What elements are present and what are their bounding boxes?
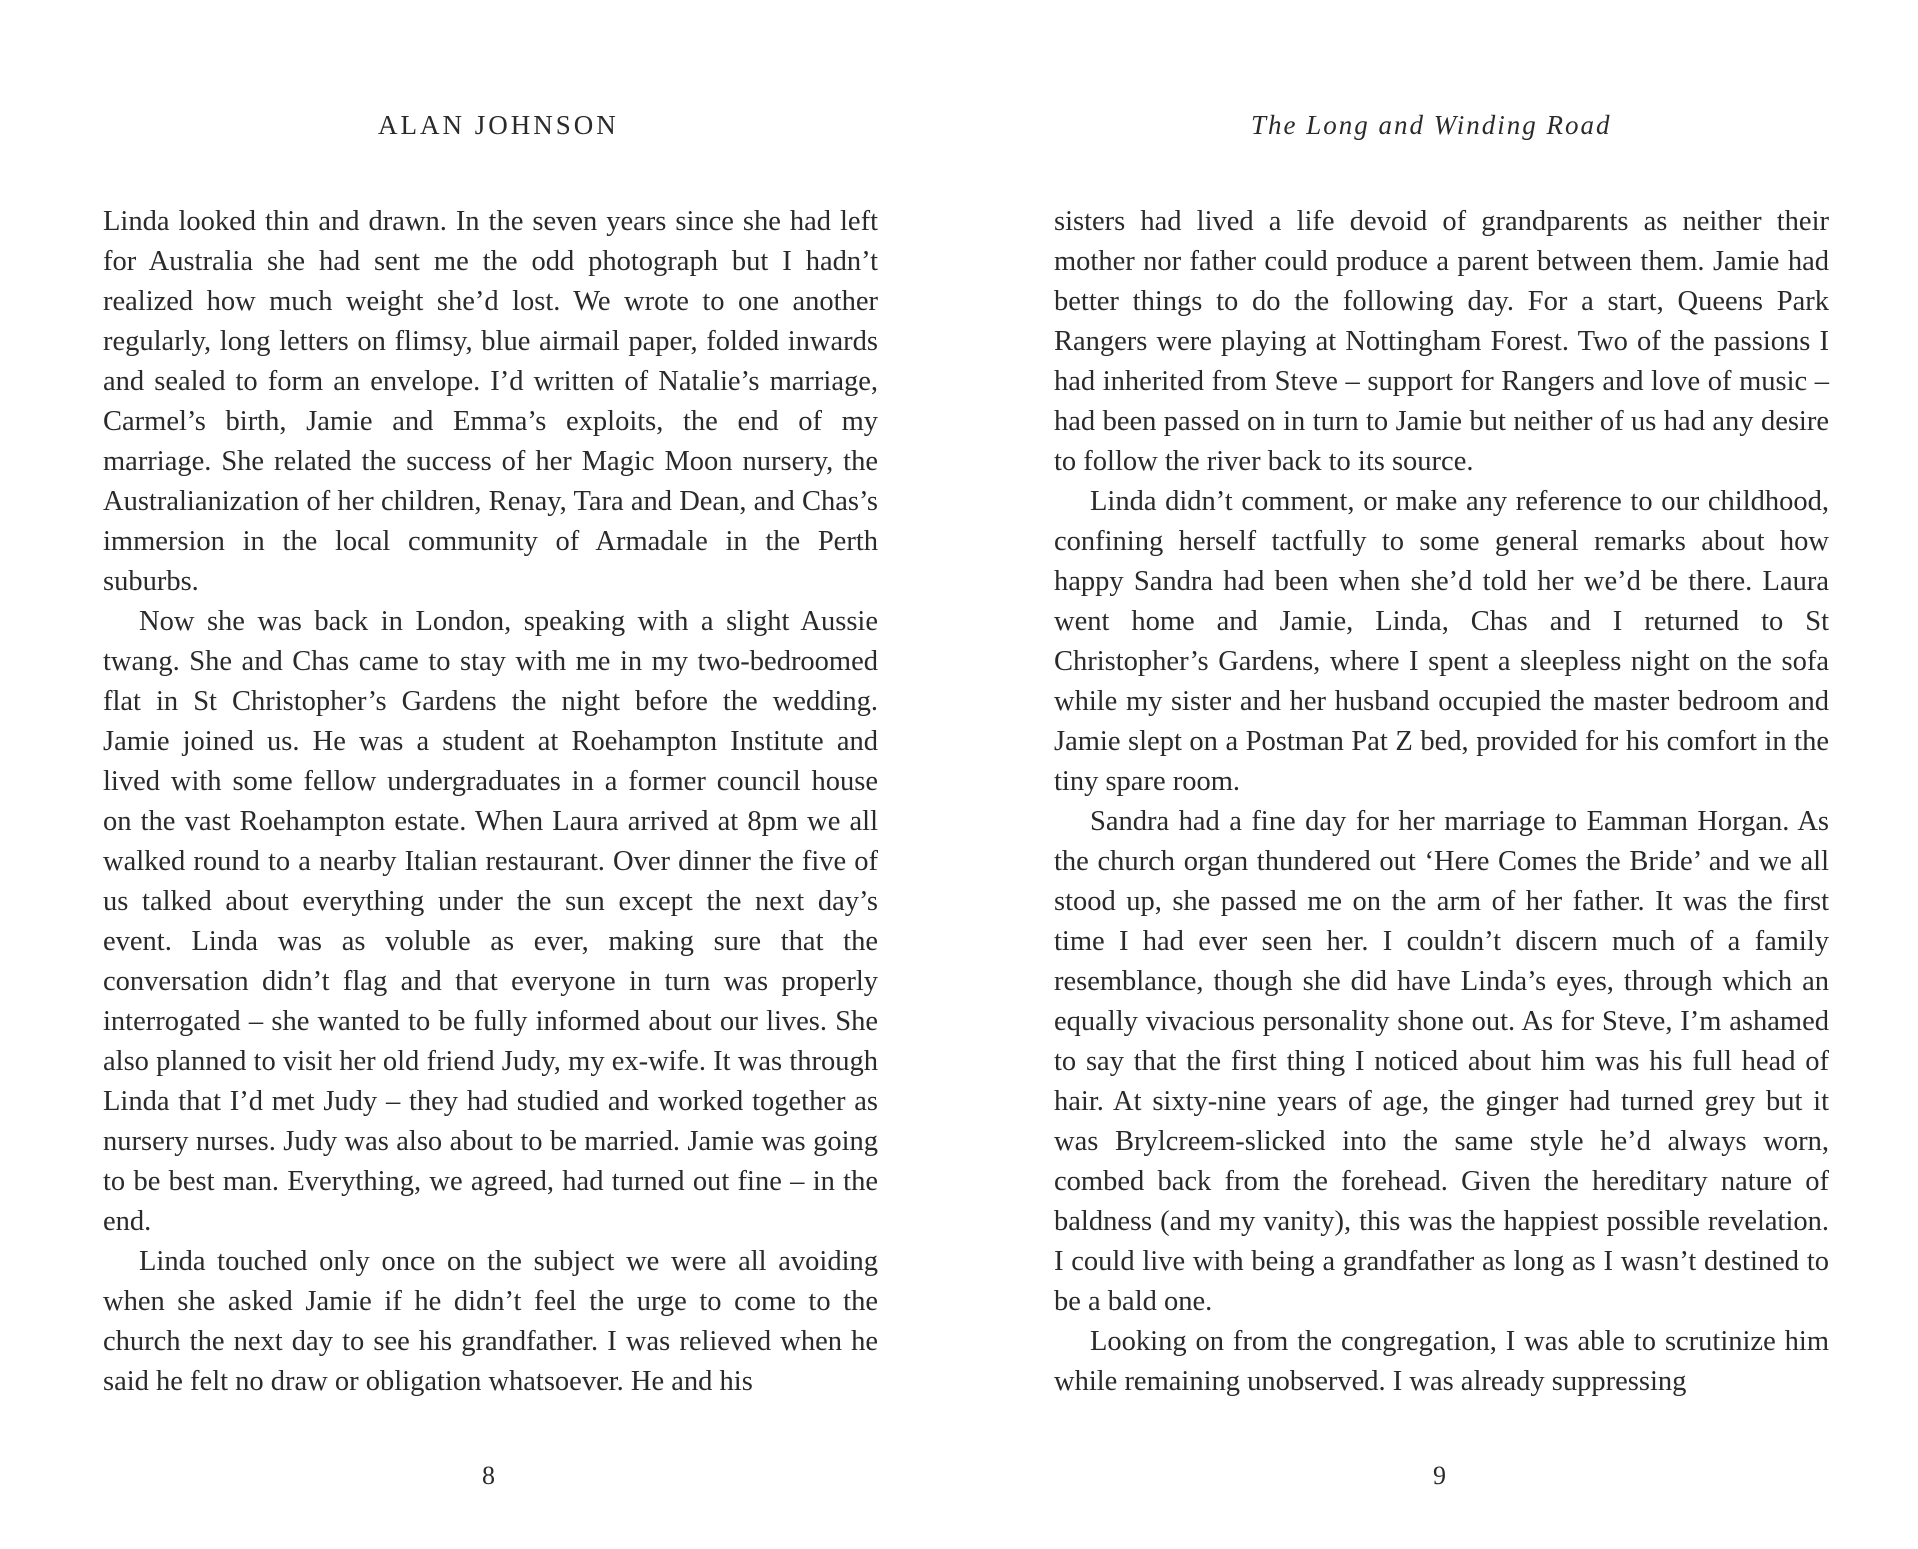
paragraph: sisters had lived a life devoid of grandparents as neither their mother nor father could produce a parent between them. Jamie had better things to do the following day. For a start, Queens Park Rangers were playing at Nottingham Forest. Two of the passions I had inherited from Steve – support for Rangers and love of music – had been passed on in turn to Jamie but neither of us had any desire to follow the river back to its source.	[1054, 206, 1829, 477]
body-text	[1054, 202, 1829, 1402]
page-number: 8	[482, 1461, 495, 1490]
paragraph: Linda touched only once on the subject we were all avoiding when she asked Jamie if he didn’t feel the urge to come to the church the next day to see his grandfather. I was relieved when he said he felt no draw or obligation whatsoever. He and his	[103, 1246, 878, 1397]
running-head-author: ALAN JOHNSON	[378, 110, 619, 140]
body-text	[103, 202, 878, 1402]
paragraph: Now she was back in London, speaking with a slight Aussie twang. She and Chas came to stay with me in my two-bedroomed flat in St Christopher’s Gardens the night before the wedding. Jamie joined us. He was a student at Roehampton Institute and lived with some fellow undergraduates in a former council house on the vast Roehampton estate. When Laura arrived at 8pm we all walked round to a nearby Italian restaurant. Over dinner the five of us talked about everything under the sun except the next day’s event. Linda was as voluble as ever, making sure that the conversation didn’t flag and that everyone in turn was properly interrogated – she wanted to be fully informed about our lives. She also planned to visit her old friend Judy, my ex-wife. It was through Linda that I’d met Judy – they had studied and worked together as nursery nurses. Judy was also about to be married. Jamie was going to be best man. Everything, we agreed, had turned out fine – in the end.	[103, 606, 878, 1237]
paragraph: Looking on from the congregation, I was able to scrutinize him while remaining unobserved. I was already suppressing	[1054, 1326, 1829, 1397]
paragraph: Linda didn’t comment, or make any reference to our childhood, confining herself tactfully to some general remarks about how happy Sandra had been when she’d told her we’d be there. Laura went home and Jamie, Linda, Chas and I returned to St Christopher’s Gardens, where I spent a sleepless night on the sofa while my sister and her husband occupied the master bedroom and Jamie slept on a Postman Pat Z bed, provided for his comfort in the tiny spare room.	[1054, 486, 1829, 797]
page-number: 9	[1433, 1461, 1446, 1490]
right-page	[959, 0, 1918, 1549]
paragraph: Sandra had a fine day for her marriage to Eamman Horgan. As the church organ thundered out ‘Here Comes the Bride’ and we all stood up, she passed me on the arm of her father. It was the first time I had ever seen her. I couldn’t discern much of a family resemblance, though she did have Linda’s eyes, through which an equally vivacious personality shone out. As for Steve, I’m ashamed to say that the first thing I noticed about him was his full head of hair. At sixty-nine years of age, the ginger had turned grey but it was Brylcreem-slicked into the same style he’d always worn, combed back from the forehead. Given the hereditary nature of baldness (and my vanity), this was the happiest possible revelation. I could live with being a grandfather as long as I wasn’t destined to be a bald one.	[1054, 806, 1829, 1317]
paragraph: Linda looked thin and drawn. In the seven years since she had left for Australia she had sent me the odd photograph but I hadn’t realized how much weight she’d lost. We wrote to one another regularly, long letters on flimsy, blue airmail paper, folded inwards and sealed to form an envelope. I’d written of Natalie’s marriage, Carmel’s birth, Jamie and Emma’s exploits, the end of my marriage. She related the success of her Magic Moon nursery, the Australianization of her children, Renay, Tara and Dean, and Chas’s immersion in the local community of Armadale in the Perth suburbs.	[103, 206, 878, 597]
running-head-title: The Long and Winding Road	[1251, 110, 1612, 140]
